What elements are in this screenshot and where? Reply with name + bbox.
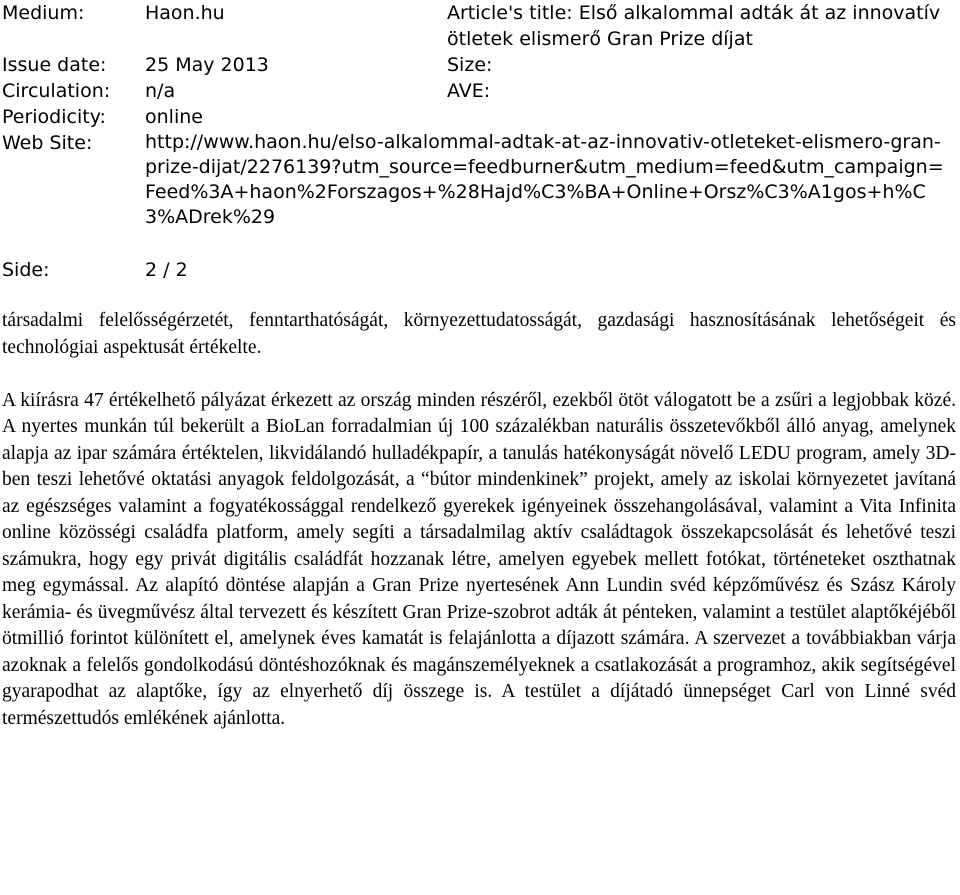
- side-row: [0, 257, 960, 283]
- issue-date-row: [0, 52, 960, 78]
- periodicity-row: [0, 104, 960, 130]
- article-body: [2, 308, 956, 732]
- circulation-row: [0, 78, 960, 104]
- article-title-block: [447, 0, 952, 52]
- website-label: Web Site:: [2, 132, 93, 154]
- article-title-label: Article's title:: [447, 2, 573, 24]
- article-title-value: Első alkalommal adták át az innovatív ötletek elismerő Gran Prize díjat: [447, 2, 941, 50]
- medium-value: Haon.hu: [145, 2, 225, 24]
- ave-label: AVE:: [447, 80, 491, 102]
- medium-label: Medium:: [2, 2, 85, 24]
- periodicity-value: online: [145, 106, 203, 128]
- article-paragraph-2: A kiírásra 47 értékelhető pályázat érkezett az ország minden részéről, ezekből ötöt válogatott be a zsűri a legjobbak közé. A nyertes munkán túl bekerült a BioLan forradalmian új 100 százalékban naturális összetevőkből álló anyag, amelynek alapja az ipar számára értéktelen, likvidálandó hulladékpapír, a tanulás hatékonyságát növelő LEDU program, amely 3D-ben teszi lehetővé oktatási anyagok feldolgozását, a “bútor mindenkinek” projekt, amely az iskolai környezetet javítaná az egészséges valamint a fogyatékossággal rendelkező gyerekek igényeinek összehangolásával, valamint a Vita Infinita online közösségi családfa platform, amely segíti a társadalmilag aktív családtagok összekapcsolását és lehetővé teszi számukra, hogy egy privát digitális családfát hozzanak létre, amelyen egyebek mellett fotókat, történeteket oszthatnak meg egymással. Az alapító döntése alapján a Gran Prize nyertesének Ann Lundin svéd képzőművész és Szász Károly kerámia- és üvegművész által tervezett és készített Gran Prize-szobrot adták át pénteken, valamint a testület alaptőkéjéből ötmillió forintot különített el, amelynek éves kamatát is felajánlotta a díjazott számára. A szervezet a továbbiakban várja azoknak a felelős gondolkodású döntéshozóknak és magánszemélyeknek a csatlakozását a programhoz, akik segítségével gyarapodhat az alaptőke, így az elnyerhető díj összege is. A testület a díjátadó ünnepséget Carl von Linné svéd természettudós emlékének ajánlotta.: [2, 389, 956, 729]
- article-paragraph-1: társadalmi felelősségérzetét, fenntarthatóságát, környezettudatosságát, gazdasági hasznosításának lehetőségeit és technológiai aspektusát értékelte.: [2, 310, 956, 358]
- circulation-value: n/a: [145, 80, 176, 102]
- website-url[interactable]: http://www.haon.hu/elso-alkalommal-adtak-at-az-innovativ-otleteket-elismero-gran-prize-dijat/2276139?utm_source=feedburner&utm_medium=feed&utm_campaign=Feed%3A+haon%2Forszagos+%28Hajd%C3%BA+Online+Orsz%C3%A1gos+h%C3%ADrek%29: [145, 131, 944, 228]
- issue-date-label: Issue date:: [2, 54, 107, 76]
- side-label: Side:: [2, 259, 50, 281]
- side-value: 2 / 2: [145, 259, 188, 281]
- periodicity-label: Periodicity:: [2, 106, 106, 128]
- size-label: Size:: [447, 54, 493, 76]
- circulation-label: Circulation:: [2, 80, 111, 102]
- issue-date-value: 25 May 2013: [145, 54, 269, 76]
